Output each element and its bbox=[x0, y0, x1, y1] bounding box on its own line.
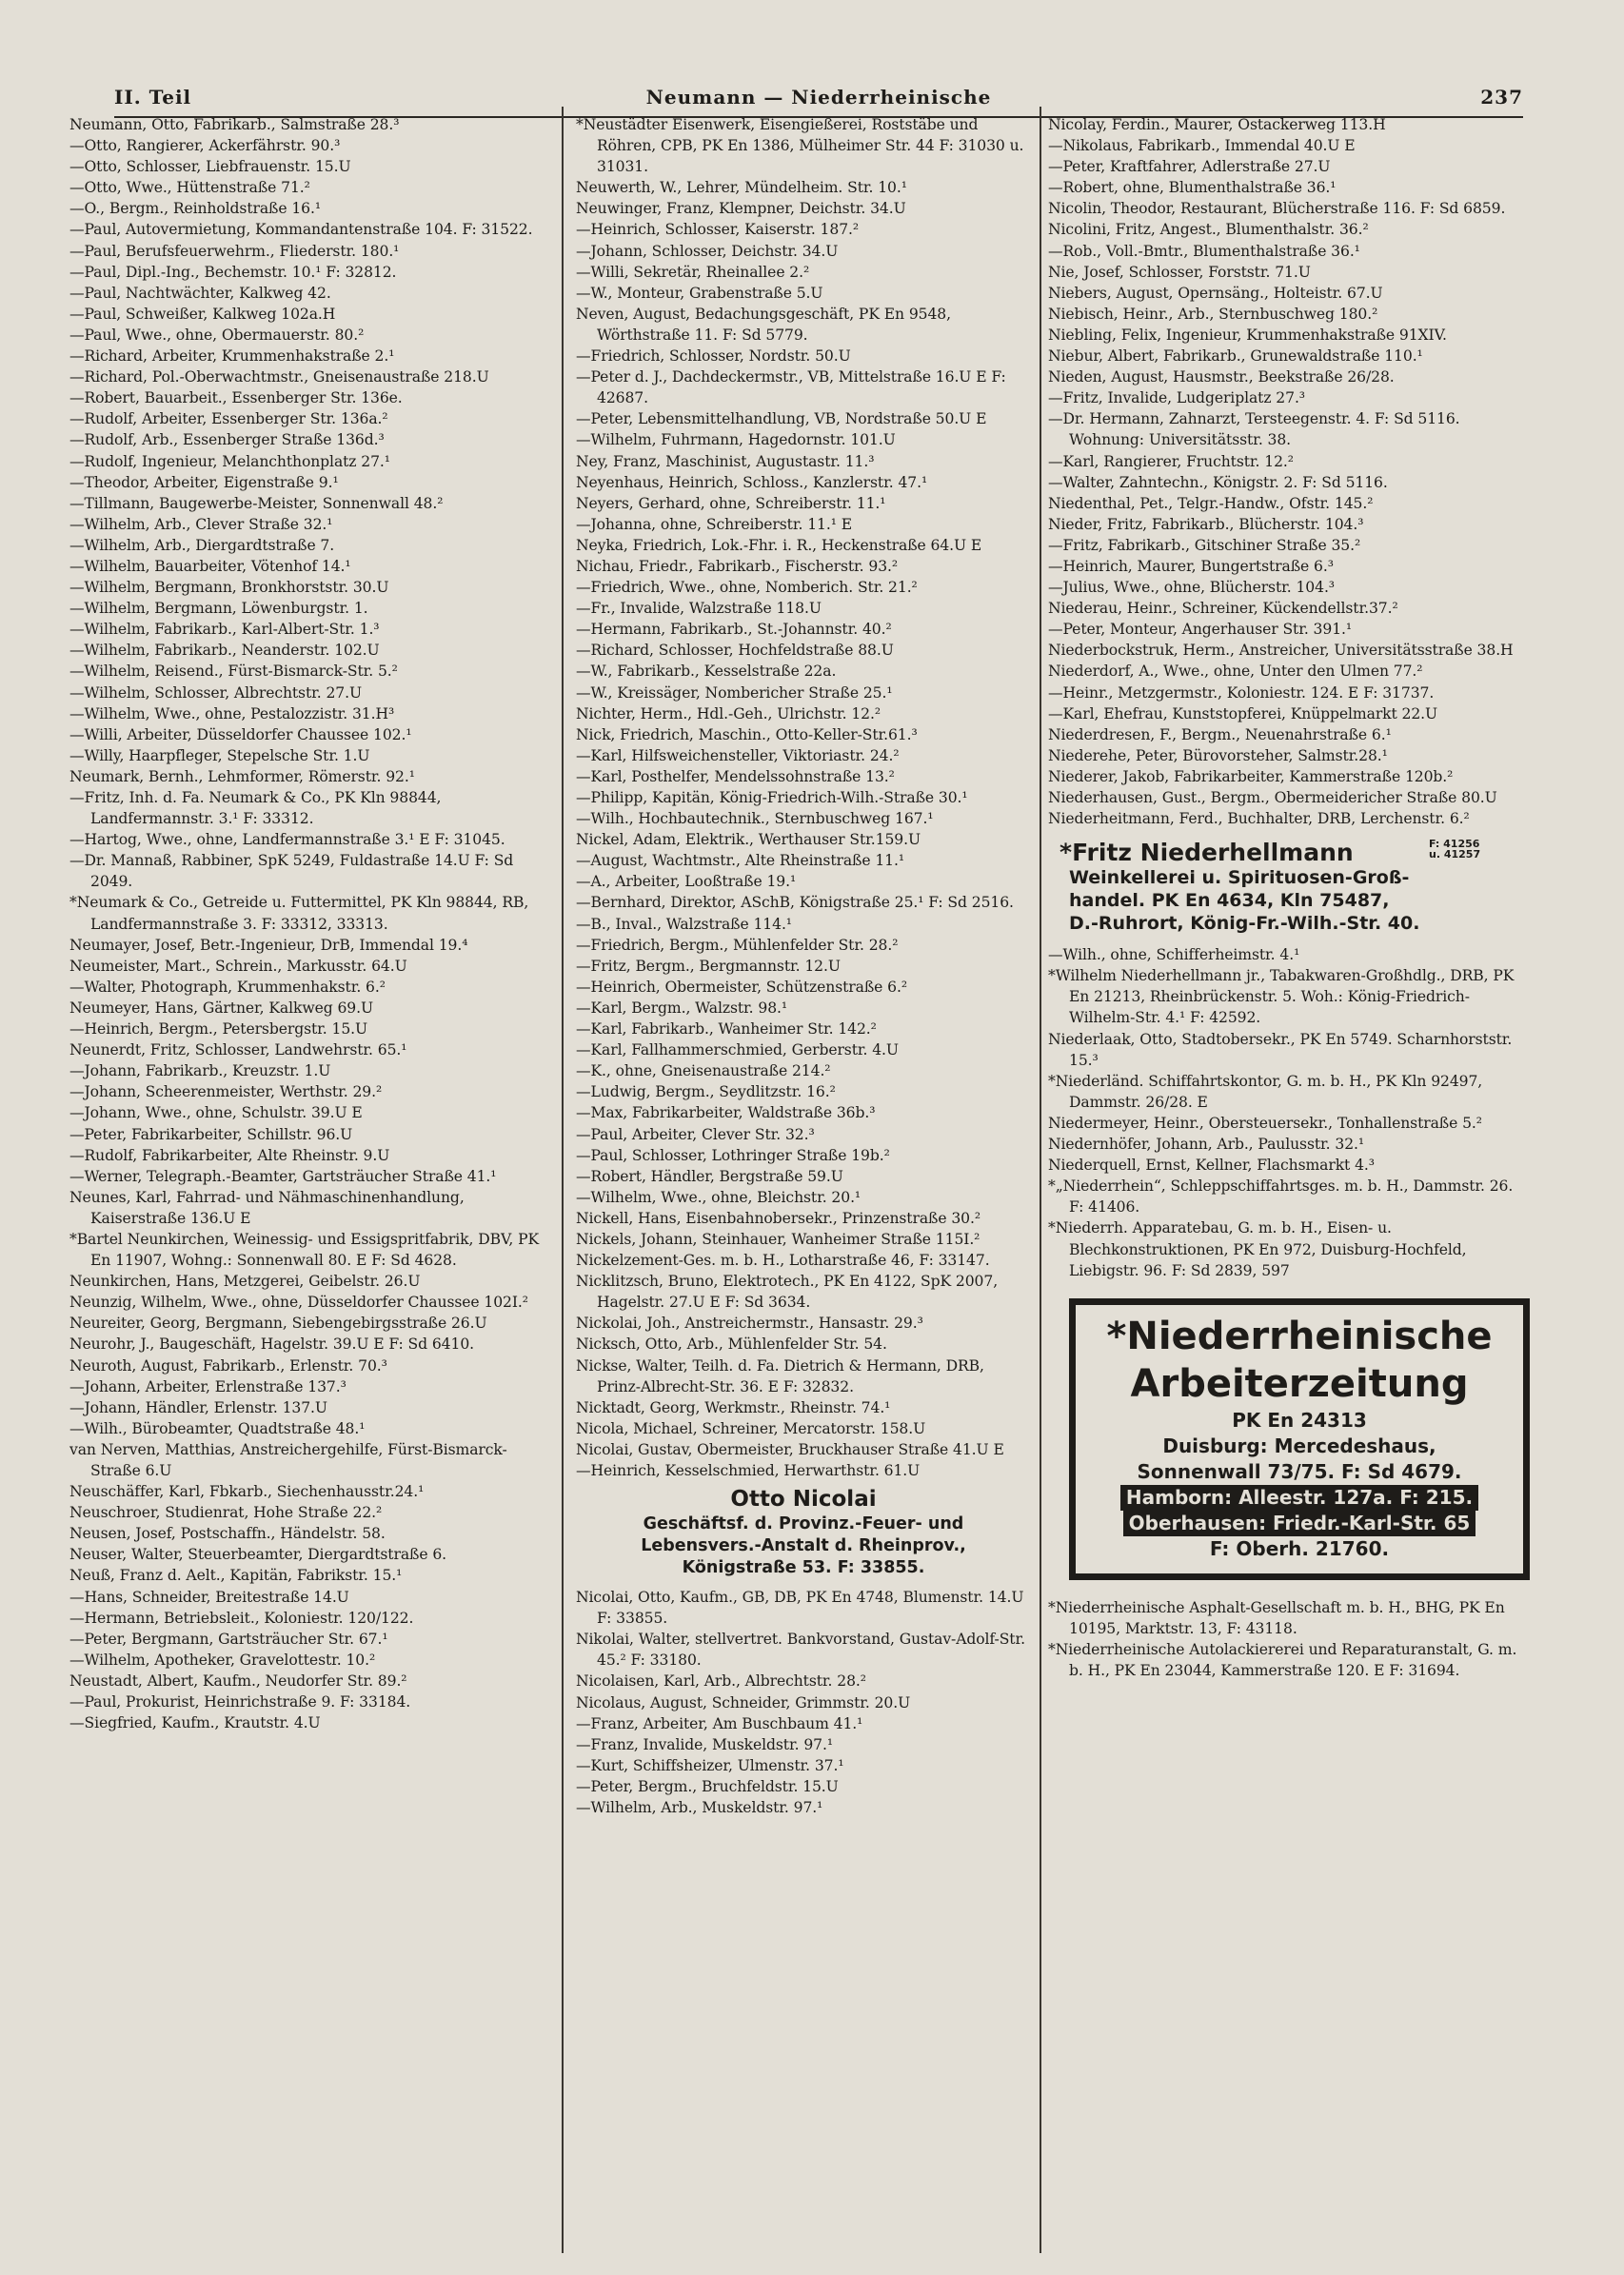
directory-entry: —Karl, Fabrikarb., Wanheimer Str. 142.² bbox=[576, 1020, 877, 1039]
directory-entry: van Nerven, Matthias, Anstreichergehilfe, Fürst-Bismarck-Straße 6.U bbox=[69, 1440, 507, 1479]
ad-phone: F: 41256 u. 41257 bbox=[1429, 838, 1481, 861]
directory-entry: —Wilhelm, Arb., Muskeldstr. 97.¹ bbox=[576, 1799, 823, 1817]
directory-entry: —Karl, Rangierer, Fruchtstr. 12.² bbox=[1048, 452, 1294, 470]
directory-entry: —Karl, Bergm., Walzstr. 98.¹ bbox=[576, 999, 788, 1017]
directory-entry: —Fr., Invalide, Walzstraße 118.U bbox=[576, 600, 822, 618]
directory-entry: Neusen, Josef, Postschaffn., Händelstr. 58. bbox=[69, 1525, 386, 1543]
directory-entry: —Walter, Zahntechn., Königstr. 2. F: Sd 5116. bbox=[1048, 473, 1388, 491]
directory-entry: Nikolai, Walter, stellvertret. Bankvorstand, Gustav-Adolf-Str. 45.² F: 33180. bbox=[576, 1631, 1025, 1670]
directory-entry: —Otto, Rangierer, Ackerfährstr. 90.³ bbox=[69, 137, 341, 155]
directory-entry: —Paul, Schlosser, Lothringer Straße 19b.² bbox=[576, 1146, 890, 1164]
ad-title: Arbeiterzeitung bbox=[1130, 1361, 1469, 1406]
directory-entry: —Karl, Posthelfer, Mendelssohnstraße 13.² bbox=[576, 767, 895, 785]
directory-entry: Neustadt, Albert, Kaufm., Neudorfer Str. 89.² bbox=[69, 1672, 407, 1690]
directory-entry: Nicolai, Gustav, Obermeister, Bruckhauser Straße 41.U E bbox=[576, 1440, 1004, 1458]
directory-entry: —W., Monteur, Grabenstraße 5.U bbox=[576, 284, 823, 302]
directory-entry: —Wilh., Hochbautechnik., Sternbuschweg 167.¹ bbox=[576, 810, 934, 828]
directory-entry: —Robert, Bauarbeit., Essenberger Str. 136e. bbox=[69, 389, 403, 407]
directory-entry: Nieden, August, Hausmstr., Beekstraße 26/28. bbox=[1048, 368, 1395, 386]
directory-entry: Niedenthal, Pet., Telgr.-Handw., Ofstr. 145.² bbox=[1048, 494, 1374, 512]
directory-entry: Neumayer, Josef, Betr.-Ingenieur, DrB, Immendal 19.⁴ bbox=[69, 936, 468, 954]
column-3 bbox=[1048, 114, 1521, 1681]
directory-entry: Niederbockstruk, Herm., Anstreicher, Universitätsstraße 38.H bbox=[1048, 642, 1514, 660]
directory-entry: Neumeyer, Hans, Gärtner, Kalkweg 69.U bbox=[69, 999, 374, 1017]
directory-entry: Nicolaisen, Karl, Arb., Albrechtstr. 28.² bbox=[576, 1672, 866, 1691]
directory-entry: —Wilhelm, Fabrikarb., Neanderstr. 102.U bbox=[69, 642, 380, 660]
directory-entry: —Wilhelm, Fuhrmann, Hagedornstr. 101.U bbox=[576, 431, 896, 449]
directory-entry: —Karl, Hilfsweichensteller, Viktoriastr. 24.² bbox=[576, 746, 900, 764]
directory-entry: —Paul, Prokurist, Heinrichstraße 9. F: 33184. bbox=[69, 1693, 411, 1711]
directory-entry: —Hermann, Fabrikarb., St.-Johannstr. 40.² bbox=[576, 621, 892, 639]
directory-entry: —Peter, Bergm., Bruchfeldstr. 15.U bbox=[576, 1777, 839, 1795]
directory-entry: —Peter, Bergmann, Gartsträucher Str. 67.¹ bbox=[69, 1630, 388, 1648]
directory-entry: —Wilhelm, Bergmann, Bronkhorststr. 30.U bbox=[69, 579, 389, 597]
directory-entry: —W., Kreissäger, Nombericher Straße 25.¹ bbox=[576, 683, 893, 702]
directory-entry: —Bernhard, Direktor, ASchB, Königstraße 25.¹ F: Sd 2516. bbox=[576, 894, 1014, 912]
directory-entry: —Fritz, Fabrikarb., Gitschiner Straße 35.² bbox=[1048, 536, 1361, 554]
directory-entry: Nicolay, Ferdin., Maurer, Ostackerweg 113.H bbox=[1048, 116, 1386, 133]
ad-line: Weinkellerei u. Spirituosen-Groß- bbox=[1069, 867, 1410, 889]
directory-entry: *Neustädter Eisenwerk, Eisengießerei, Roststäbe und Röhren, CPB, PK En 1386, Mülheimer Str. 44 F: 31030 u. 31031. bbox=[576, 116, 1024, 176]
directory-entry: —Walter, Photograph, Krummenhakstr. 6.² bbox=[69, 978, 386, 996]
directory-entry: —Heinrich, Bergm., Petersbergstr. 15.U bbox=[69, 1020, 368, 1039]
directory-entry: —Karl, Fallhammerschmied, Gerberstr. 4.U bbox=[576, 1041, 899, 1059]
directory-entry: —Johann, Arbeiter, Erlenstraße 137.³ bbox=[69, 1377, 347, 1395]
directory-entry: —Wilhelm, Wwe., ohne, Bleichstr. 20.¹ bbox=[576, 1188, 862, 1206]
directory-entry: *„Niederrhein“, Schleppschiffahrtsges. m. b. H., Dammstr. 26. F: 41406. bbox=[1048, 1177, 1514, 1217]
directory-entry: —Friedrich, Schlosser, Nordstr. 50.U bbox=[576, 347, 851, 366]
ad-title: *Niederrheinische bbox=[1106, 1314, 1493, 1358]
directory-entry: Nicklitzsch, Bruno, Elektrotech., PK En 4122, SpK 2007, Hagelstr. 27.U E F: Sd 3634. bbox=[576, 1273, 999, 1312]
directory-entry: —Wilhelm, Reisend., Fürst-Bismarck-Str. 5.² bbox=[69, 663, 398, 681]
directory-entry: Neyka, Friedrich, Lok.-Fhr. i. R., Heckenstraße 64.U E bbox=[576, 536, 982, 554]
directory-entry: —Johann, Wwe., ohne, Schulstr. 39.U E bbox=[69, 1104, 363, 1122]
directory-entry: Neyenhaus, Heinrich, Schloss., Kanzlerstr. 47.¹ bbox=[576, 473, 928, 491]
directory-entry: —Wilhelm, Fabrikarb., Karl-Albert-Str. 1.³ bbox=[69, 621, 380, 639]
ad-line: Hamborn: Alleestr. 127a. F: 215. bbox=[1076, 1485, 1523, 1511]
directory-entry: —Willi, Arbeiter, Düsseldorfer Chaussee 102.¹ bbox=[69, 725, 412, 743]
directory-entry: —Paul, Arbeiter, Clever Str. 32.³ bbox=[576, 1125, 815, 1143]
directory-entry: —Heinrich, Schlosser, Kaiserstr. 187.² bbox=[576, 221, 860, 239]
directory-entry: Nickse, Walter, Teilh. d. Fa. Dietrich & Hermann, DRB, Prinz-Albrecht-Str. 36. E F: 32832. bbox=[576, 1356, 984, 1395]
directory-entry: —Peter, Monteur, Angerhauser Str. 391.¹ bbox=[1048, 621, 1353, 639]
directory-entry: Nick, Friedrich, Maschin., Otto-Keller-Str.61.³ bbox=[576, 725, 918, 743]
directory-entry: Nicktadt, Georg, Werkmstr., Rheinstr. 74.¹ bbox=[576, 1398, 891, 1416]
directory-entry: —Wilh., Bürobeamter, Quadtstraße 48.¹ bbox=[69, 1419, 366, 1437]
part-label: II. Teil bbox=[114, 86, 192, 109]
directory-entry: —Paul, Dipl.-Ing., Bechemstr. 10.¹ F: 32812. bbox=[69, 263, 397, 281]
directory-entry: *Niederländ. Schiffahrtskontor, G. m. b. H., PK Kln 92497, Dammstr. 26/28. E bbox=[1048, 1072, 1483, 1111]
directory-entry: Neureiter, Georg, Bergmann, Siebengebirgsstraße 26.U bbox=[69, 1315, 487, 1333]
directory-entry: —Dr. Hermann, Zahnarzt, Tersteegenstr. 4. F: Sd 5116. Wohnung: Universitätsstr. 38. bbox=[1048, 410, 1460, 449]
otto-nicolai-ad bbox=[576, 1487, 1031, 1579]
directory-entry: —Wilhelm, Apotheker, Gravelottestr. 10.² bbox=[69, 1651, 376, 1669]
directory-entry: —Paul, Nachtwächter, Kalkweg 42. bbox=[69, 284, 331, 302]
column-rule bbox=[562, 107, 564, 2253]
directory-entry: Nickelzement-Ges. m. b. H., Lotharstraße 46, F: 33147. bbox=[576, 1252, 990, 1270]
directory-entry: Nichter, Herm., Hdl.-Geh., Ulrichstr. 12.² bbox=[576, 704, 881, 722]
directory-entry: Nickels, Johann, Steinhauer, Wanheimer Straße 115I.² bbox=[576, 1230, 980, 1248]
directory-entry: —Johann, Schlosser, Deichstr. 34.U bbox=[576, 242, 839, 260]
fritz-niederhellmann-ad bbox=[1048, 839, 1521, 935]
directory-entry: Neunkirchen, Hans, Metzgerei, Geibelstr. 26.U bbox=[69, 1273, 421, 1291]
directory-entry: —Tillmann, Baugewerbe-Meister, Sonnenwall 48.² bbox=[69, 494, 444, 512]
directory-entry: —A., Arbeiter, Looßtraße 19.¹ bbox=[576, 873, 797, 891]
ad-line: Königstraße 53. F: 33855. bbox=[682, 1558, 925, 1578]
directory-entry: Nicolai, Otto, Kaufm., GB, DB, PK En 4748, Blumenstr. 14.U F: 33855. bbox=[576, 1589, 1024, 1628]
directory-entry: —Ludwig, Bergm., Seydlitzstr. 16.² bbox=[576, 1083, 836, 1101]
directory-entry: Neumeister, Mart., Schrein., Markusstr. 64.U bbox=[69, 957, 407, 975]
directory-entry: —Heinrich, Maurer, Bungertstraße 6.³ bbox=[1048, 557, 1334, 575]
directory-entry: Neyers, Gerhard, ohne, Schreiberstr. 11.¹ bbox=[576, 494, 886, 512]
directory-entry: —Rudolf, Ingenieur, Melanchthonplatz 27.¹ bbox=[69, 452, 390, 470]
directory-entry: —Hans, Schneider, Breitestraße 14.U bbox=[69, 1588, 349, 1606]
directory-entry: —Fritz, Invalide, Ludgeriplatz 27.³ bbox=[1048, 389, 1305, 407]
directory-entry: —Peter, Kraftfahrer, Adlerstraße 27.U bbox=[1048, 158, 1331, 176]
directory-entry: —Friedrich, Bergm., Mühlenfelder Str. 28.² bbox=[576, 936, 899, 954]
directory-entry: —Max, Fabrikarbeiter, Waldstraße 36b.³ bbox=[576, 1104, 876, 1122]
directory-entry: Neven, August, Bedachungsgeschäft, PK En 9548, Wörthstraße 11. F: Sd 5779. bbox=[576, 305, 951, 344]
directory-entry: Nicksch, Otto, Arb., Mühlenfelder Str. 54. bbox=[576, 1335, 887, 1354]
directory-entry: —Rob., Voll.-Bmtr., Blumenthalstraße 36.¹ bbox=[1048, 242, 1360, 260]
ad-line: handel. PK En 4634, Kln 75487, bbox=[1069, 890, 1390, 912]
directory-entry: —Karl, Ehefrau, Kunststopferei, Knüppelmarkt 22.U bbox=[1048, 704, 1438, 722]
directory-entry: —Fritz, Bergm., Bergmannstr. 12.U bbox=[576, 957, 841, 975]
directory-entry: Niederhausen, Gust., Bergm., Obermeidericher Straße 80.U bbox=[1048, 789, 1497, 806]
directory-entry: —Richard, Schlosser, Hochfeldstraße 88.U bbox=[576, 642, 894, 660]
directory-entry: —Johann, Händler, Erlenstr. 137.U bbox=[69, 1398, 327, 1416]
column-2 bbox=[576, 114, 1031, 1818]
directory-entry: —Hermann, Betriebsleit., Koloniestr. 120/122. bbox=[69, 1609, 414, 1627]
directory-entry: —Wilhelm, Bergmann, Löwenburgstr. 1. bbox=[69, 600, 368, 618]
ad-line: Sonnenwall 73/75. F: Sd 4679. bbox=[1137, 1459, 1462, 1483]
directory-entry: *Niederrh. Apparatebau, G. m. b. H., Eisen- u. Blechkonstruktionen, PK En 972, Duisburg-Hochfeld, Liebigstr. 96. F: Sd 2839, 597 bbox=[1048, 1219, 1467, 1279]
directory-entry: Neunzig, Wilhelm, Wwe., ohne, Düsseldorfer Chaussee 102I.² bbox=[69, 1294, 528, 1312]
directory-entry: Neurohr, J., Baugeschäft, Hagelstr. 39.U E F: Sd 6410. bbox=[69, 1335, 474, 1354]
ad-line: Geschäftsf. d. Provinz.-Feuer- und bbox=[643, 1514, 964, 1534]
directory-entry: —Julius, Wwe., ohne, Blücherstr. 104.³ bbox=[1048, 579, 1335, 597]
directory-entry: Neunes, Karl, Fahrrad- und Nähmaschinenhandlung, Kaiserstraße 136.U E bbox=[69, 1188, 465, 1227]
directory-entry: *Wilhelm Niederhellmann jr., Tabakwaren-Großhdlg., DRB, PK En 21213, Rheinbrückenstr. 5. Woh.: König-Friedrich-Wilhelm-Str. 4.¹ F: 42592. bbox=[1048, 967, 1515, 1027]
directory-entry: —Heinrich, Kesselschmied, Herwarthstr. 61.U bbox=[576, 1462, 921, 1479]
directory-entry: Neuß, Franz d. Aelt., Kapitän, Fabrikstr. 15.¹ bbox=[69, 1567, 403, 1585]
directory-entry: *Bartel Neunkirchen, Weinessig- und Essigspritfabrik, DBV, PK En 11907, Wohng.: Sonnenwall 80. E F: Sd 4628. bbox=[69, 1230, 540, 1270]
directory-entry: Niederlaak, Otto, Stadtobersekr., PK En 5749. Scharnhorststr. 15.³ bbox=[1048, 1030, 1513, 1069]
directory-entry: —Franz, Invalide, Muskeldstr. 97.¹ bbox=[576, 1735, 833, 1753]
directory-entry: —Dr. Mannaß, Rabbiner, SpK 5249, Fuldastraße 14.U F: Sd 2049. bbox=[69, 852, 514, 891]
directory-entry: —Robert, Händler, Bergstraße 59.U bbox=[576, 1167, 843, 1185]
directory-entry: —Hartog, Wwe., ohne, Landfermannstraße 3.¹ E F: 31045. bbox=[69, 831, 505, 849]
directory-entry: —Rudolf, Arbeiter, Essenberger Str. 136a.² bbox=[69, 410, 388, 428]
directory-entry: Niedermeyer, Heinr., Obersteuersekr., Tonhallenstraße 5.² bbox=[1048, 1114, 1482, 1132]
directory-entry: Niederquell, Ernst, Kellner, Flachsmarkt 4.³ bbox=[1048, 1157, 1375, 1175]
directory-entry: —Rudolf, Fabrikarbeiter, Alte Rheinstr. 9.U bbox=[69, 1146, 390, 1164]
directory-entry: Nicolin, Theodor, Restaurant, Blücherstraße 116. F: Sd 6859. bbox=[1048, 200, 1506, 218]
directory-entry: Niebers, August, Opernsäng., Holteistr. 67.U bbox=[1048, 284, 1383, 302]
directory-entry: —Heinrich, Obermeister, Schützenstraße 6.² bbox=[576, 978, 907, 996]
directory-entry: —B., Inval., Walzstraße 114.¹ bbox=[576, 915, 792, 933]
directory-entry: Niebur, Albert, Fabrikarb., Grunewaldstraße 110.¹ bbox=[1048, 347, 1423, 366]
directory-entry: Ney, Franz, Maschinist, Augustastr. 11.³ bbox=[576, 452, 875, 470]
running-head: Neumann — Niederrheinische bbox=[645, 86, 992, 109]
directory-entry: —Wilhelm, Arb., Diergardtstraße 7. bbox=[69, 536, 335, 554]
arbeiterzeitung-ad bbox=[1069, 1298, 1530, 1580]
column-1 bbox=[69, 114, 543, 1733]
directory-entry: —Theodor, Arbeiter, Eigenstraße 9.¹ bbox=[69, 473, 339, 491]
ad-name: *Fritz Niederhellmann bbox=[1060, 839, 1354, 867]
directory-entry: Neuschäffer, Karl, Fbkarb., Siechenhausstr.24.¹ bbox=[69, 1483, 425, 1501]
directory-entry: Neuschroer, Studienrat, Hohe Straße 22.² bbox=[69, 1504, 383, 1522]
directory-entry: —Wilhelm, Bauarbeiter, Vötenhof 14.¹ bbox=[69, 557, 351, 575]
directory-entry: —Wilhelm, Schlosser, Albrechtstr. 27.U bbox=[69, 683, 363, 702]
directory-entry: Nicolaus, August, Schneider, Grimmstr. 20.U bbox=[576, 1693, 911, 1711]
directory-entry: —Paul, Autovermietung, Kommandantenstraße 104. F: 31522. bbox=[69, 221, 533, 239]
directory-entry: Nickel, Adam, Elektrik., Werthauser Str.159.U bbox=[576, 831, 921, 849]
directory-entry: Nicolini, Fritz, Angest., Blumenthalstr. 36.² bbox=[1048, 221, 1369, 239]
directory-entry: —Philipp, Kapitän, König-Friedrich-Wilh.-Straße 30.¹ bbox=[576, 789, 968, 806]
directory-entry: —Heinr., Metzgermstr., Koloniestr. 124. E F: 31737. bbox=[1048, 683, 1435, 702]
directory-entry: —Rudolf, Arb., Essenberger Straße 136d.³ bbox=[69, 431, 385, 449]
directory-entry: Neuwinger, Franz, Klempner, Deichstr. 34.U bbox=[576, 200, 906, 218]
directory-entry: —Werner, Telegraph.-Beamter, Gartsträucher Straße 41.¹ bbox=[69, 1167, 497, 1185]
ad-line: PK En 24313 bbox=[1232, 1408, 1367, 1432]
directory-entry: —Johann, Fabrikarb., Kreuzstr. 1.U bbox=[69, 1062, 331, 1080]
directory-entry: —Otto, Wwe., Hüttenstraße 71.² bbox=[69, 179, 310, 197]
directory-entry: —Johanna, ohne, Schreiberstr. 11.¹ E bbox=[576, 515, 852, 533]
directory-entry: —Richard, Arbeiter, Krummenhakstraße 2.¹ bbox=[69, 347, 395, 366]
directory-entry: —Otto, Schlosser, Liebfrauenstr. 15.U bbox=[69, 158, 351, 176]
ad-line: Lebensvers.-Anstalt d. Rheinprov., bbox=[641, 1536, 966, 1556]
directory-entry: —Kurt, Schiffsheizer, Ulmenstr. 37.¹ bbox=[576, 1756, 844, 1774]
directory-entry: Neuwerth, W., Lehrer, Mündelheim. Str. 10.¹ bbox=[576, 179, 907, 197]
directory-entry: *Niederrheinische Autolackiererei und Reparaturanstalt, G. m. b. H., PK En 23044, Kammerstraße 120. E F: 31694. bbox=[1048, 1640, 1517, 1679]
directory-entry: *Neumark & Co., Getreide u. Futtermittel, PK Kln 98844, RB, Landfermannstraße 3. F: 33312, 33313. bbox=[69, 894, 529, 933]
directory-entry: —Richard, Pol.-Oberwachtmstr., Gneisenaustraße 218.U bbox=[69, 368, 489, 386]
ad-line: F: Oberh. 21760. bbox=[1209, 1536, 1390, 1560]
directory-entry: Nickolai, Joh., Anstreichermstr., Hansastr. 29.³ bbox=[576, 1315, 923, 1333]
ad-line: D.-Ruhrort, König-Fr.-Wilh.-Str. 40. bbox=[1069, 913, 1420, 935]
directory-entry: Neumann, Otto, Fabrikarb., Salmstraße 28.³ bbox=[69, 116, 400, 133]
directory-entry: Nie, Josef, Schlosser, Forststr. 71.U bbox=[1048, 263, 1311, 281]
directory-entry: —August, Wachtmstr., Alte Rheinstraße 11.¹ bbox=[576, 852, 904, 870]
directory-entry: Niebisch, Heinr., Arb., Sternbuschweg 180.² bbox=[1048, 305, 1378, 323]
directory-entry: —Peter d. J., Dachdeckermstr., VB, Mittelstraße 16.U E F: 42687. bbox=[576, 368, 1006, 407]
directory-entry: Neunerdt, Fritz, Schlosser, Landwehrstr. 65.¹ bbox=[69, 1041, 407, 1059]
directory-entry: *Niederrheinische Asphalt-Gesellschaft m. b. H., BHG, PK En 10195, Marktstr. 13, F: 43118. bbox=[1048, 1598, 1505, 1637]
directory-entry: —Peter, Lebensmittelhandlung, VB, Nordstraße 50.U E bbox=[576, 410, 987, 428]
directory-entry: —Siegfried, Kaufm., Krautstr. 4.U bbox=[69, 1714, 321, 1732]
directory-entry: Niederdorf, A., Wwe., ohne, Unter den Ulmen 77.² bbox=[1048, 663, 1423, 681]
directory-entry: —Fritz, Inh. d. Fa. Neumark & Co., PK Kln 98844, Landfermannstr. 3.¹ F: 33312. bbox=[69, 789, 442, 828]
directory-entry: —Paul, Berufsfeuerwehrm., Fliederstr. 180.¹ bbox=[69, 242, 400, 260]
directory-entry: Niederheitmann, Ferd., Buchhalter, DRB, Lerchenstr. 6.² bbox=[1048, 810, 1470, 828]
directory-entry: Nicola, Michael, Schreiner, Mercatorstr. 158.U bbox=[576, 1419, 926, 1437]
directory-entry: —Wilh., ohne, Schifferheimstr. 4.¹ bbox=[1048, 946, 1300, 964]
directory-entry: Neumark, Bernh., Lehmformer, Römerstr. 92.¹ bbox=[69, 767, 415, 785]
directory-entry: —W., Fabrikarb., Kesselstraße 22a. bbox=[576, 663, 837, 681]
directory-entry: —Paul, Schweißer, Kalkweg 102a.H bbox=[69, 305, 336, 323]
ad-name: Otto Nicolai bbox=[730, 1487, 877, 1513]
directory-entry: —Robert, ohne, Blumenthalstraße 36.¹ bbox=[1048, 179, 1337, 197]
page-header bbox=[114, 82, 1523, 118]
directory-entry: —Nikolaus, Fabrikarb., Immendal 40.U E bbox=[1048, 137, 1356, 155]
directory-entry: —Peter, Fabrikarbeiter, Schillstr. 96.U bbox=[69, 1125, 353, 1143]
directory-entry: Niebling, Felix, Ingenieur, Krummenhakstraße 91XIV. bbox=[1048, 326, 1447, 344]
column-rule bbox=[1040, 107, 1041, 2253]
directory-entry: Niedernhöfer, Johann, Arb., Paulusstr. 32.¹ bbox=[1048, 1136, 1365, 1154]
directory-entry: —Franz, Arbeiter, Am Buschbaum 41.¹ bbox=[576, 1714, 863, 1732]
directory-entry: —Paul, Wwe., ohne, Obermauerstr. 80.² bbox=[69, 326, 365, 344]
ad-line: Duisburg: Mercedeshaus, bbox=[1162, 1434, 1436, 1457]
directory-entry: —O., Bergm., Reinholdstraße 16.¹ bbox=[69, 200, 321, 218]
directory-entry: Niederer, Jakob, Fabrikarbeiter, Kammerstraße 120b.² bbox=[1048, 767, 1454, 785]
ad-line: Oberhausen: Friedr.-Karl-Str. 65 bbox=[1076, 1511, 1523, 1536]
directory-entry: —K., ohne, Gneisenaustraße 214.² bbox=[576, 1062, 831, 1080]
directory-entry: Neuser, Walter, Steuerbeamter, Diergardtstraße 6. bbox=[69, 1546, 447, 1564]
directory-entry: Niederehe, Peter, Bürovorsteher, Salmstr.28.¹ bbox=[1048, 746, 1388, 764]
directory-entry: Neuroth, August, Fabrikarb., Erlenstr. 70.³ bbox=[69, 1356, 387, 1375]
directory-entry: Nichau, Friedr., Fabrikarb., Fischerstr. 93.² bbox=[576, 557, 899, 575]
page-number: 237 bbox=[1480, 86, 1523, 109]
directory-entry: Nickell, Hans, Eisenbahnobersekr., Prinzenstraße 30.² bbox=[576, 1209, 980, 1227]
directory-entry: —Willy, Haarpfleger, Stepelsche Str. 1.U bbox=[69, 746, 370, 764]
directory-entry: —Willi, Sekretär, Rheinallee 2.² bbox=[576, 263, 810, 281]
directory-entry: Nieder, Fritz, Fabrikarb., Blücherstr. 104.³ bbox=[1048, 515, 1364, 533]
directory-entry: —Friedrich, Wwe., ohne, Nomberich. Str. 21.² bbox=[576, 579, 918, 597]
directory-entry: Niederdresen, F., Bergm., Neuenahrstraße 6.¹ bbox=[1048, 725, 1392, 743]
directory-entry: Niederau, Heinr., Schreiner, Kückendellstr.37.² bbox=[1048, 600, 1398, 618]
directory-entry: —Johann, Scheerenmeister, Werthstr. 29.² bbox=[69, 1083, 383, 1101]
directory-entry: —Wilhelm, Wwe., ohne, Pestalozzistr. 31.H³ bbox=[69, 704, 395, 722]
directory-entry: —Wilhelm, Arb., Clever Straße 32.¹ bbox=[69, 515, 333, 533]
